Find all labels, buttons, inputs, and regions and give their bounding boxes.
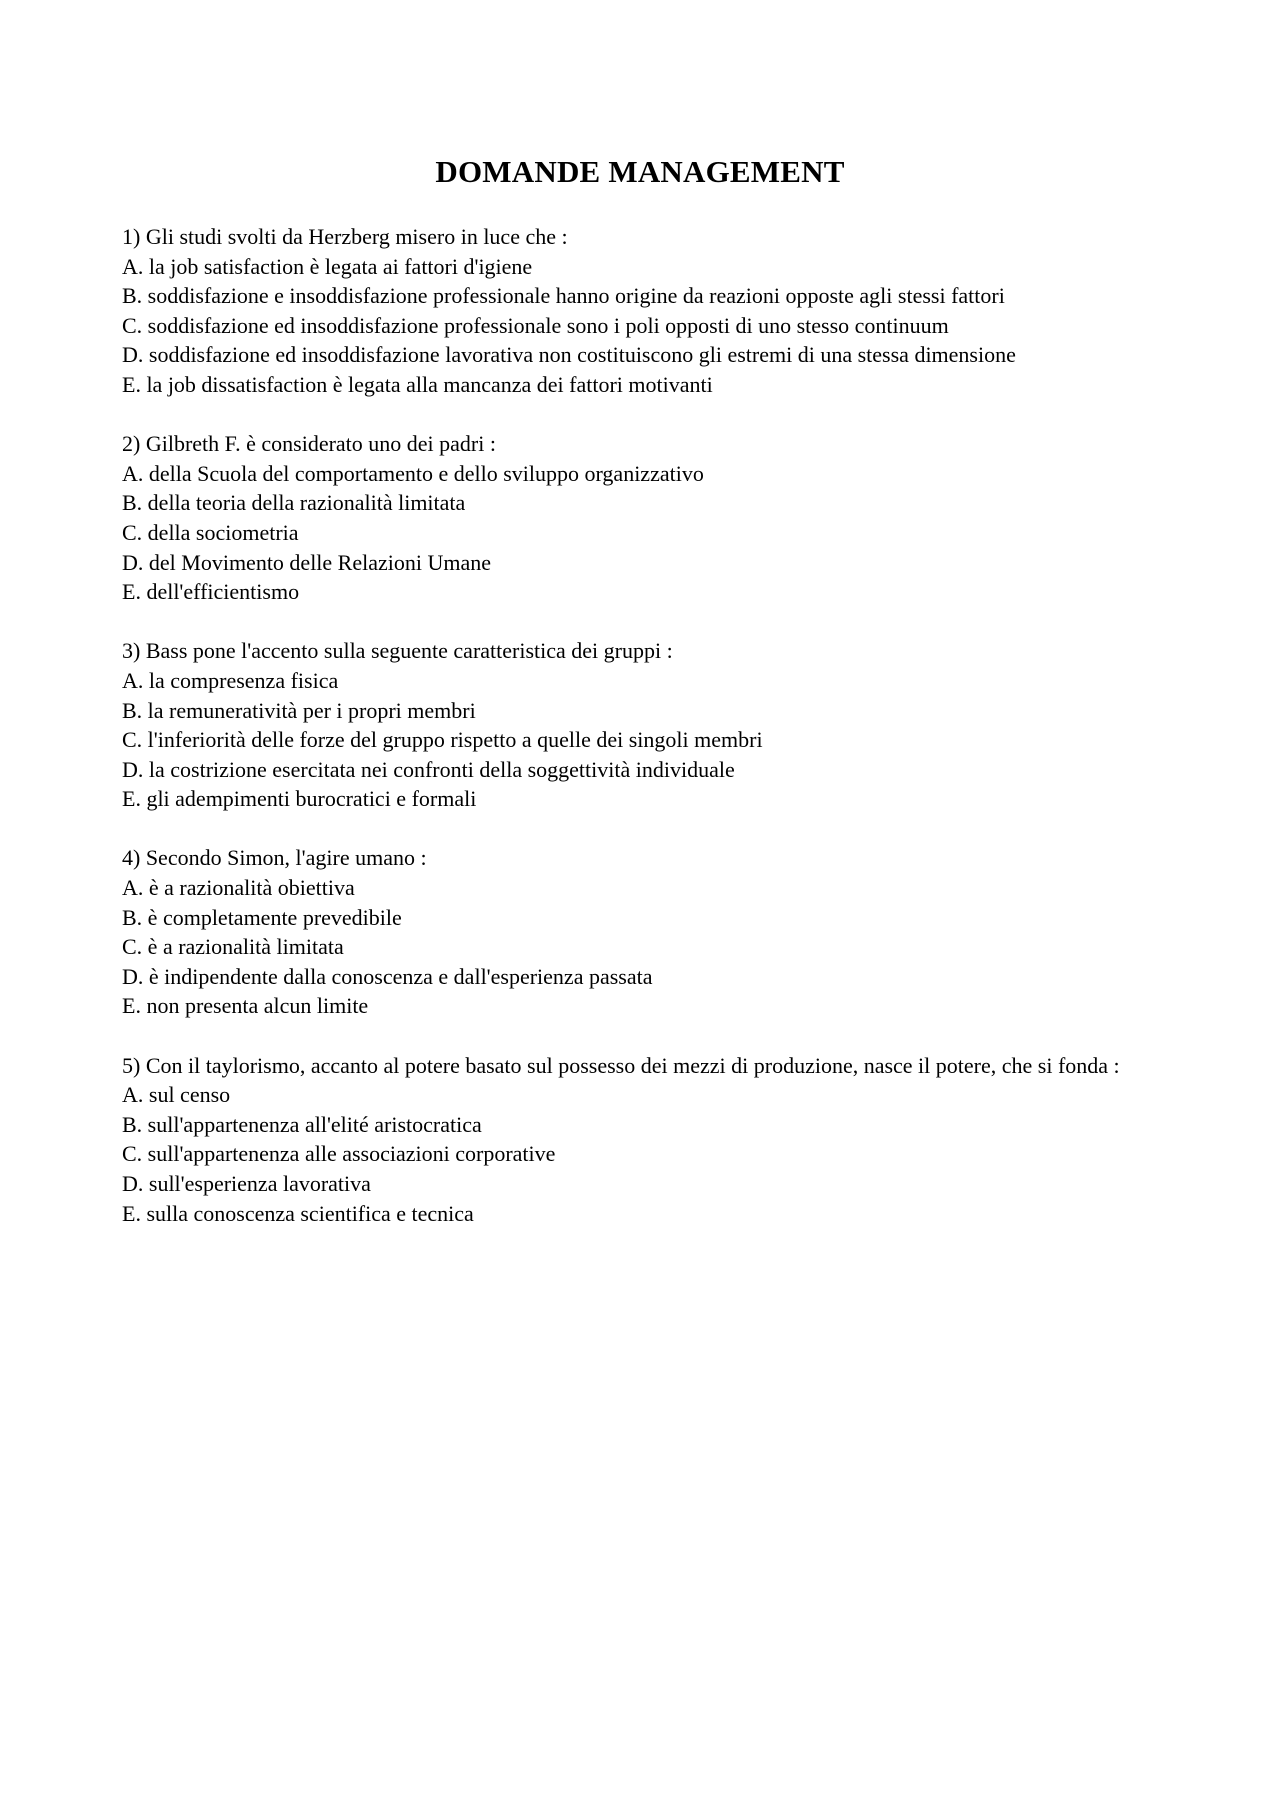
question-3 bbox=[122, 636, 1172, 814]
answer-option-b: B. sull'appartenenza all'elité aristocratica bbox=[122, 1111, 482, 1137]
answer-option-e: E. sulla conoscenza scientifica e tecnica bbox=[122, 1200, 474, 1226]
answer-option-e: E. la job dissatisfaction è legata alla mancanza dei fattori motivanti bbox=[122, 371, 713, 397]
answer-option-b: B. è completamente prevedibile bbox=[122, 904, 402, 930]
question-prompt: 3) Bass pone l'accento sulla seguente caratteristica dei gruppi : bbox=[122, 638, 673, 664]
answer-option-d: D. del Movimento delle Relazioni Umane bbox=[122, 549, 492, 575]
question-prompt: 2) Gilbreth F. è considerato uno dei padri : bbox=[122, 431, 496, 457]
answer-option-e: E. gli adempimenti burocratici e formali bbox=[122, 786, 477, 812]
answer-option-d: D. è indipendente dalla conoscenza e dall'esperienza passata bbox=[122, 963, 653, 989]
answer-option-d: D. sull'esperienza lavorativa bbox=[122, 1171, 371, 1196]
answer-option-a: A. la job satisfaction è legata ai fattori d'igiene bbox=[122, 253, 533, 279]
answer-option-a: A. la compresenza fisica bbox=[122, 667, 339, 693]
answer-option-e: E. non presenta alcun limite bbox=[122, 993, 369, 1019]
page-title: DOMANDE MANAGEMENT bbox=[435, 154, 845, 189]
question-1 bbox=[122, 222, 1172, 400]
answer-option-a: A. della Scuola del comportamento e dello sviluppo organizzativo bbox=[122, 460, 704, 486]
answer-option-b: B. la remuneratività per i propri membri bbox=[122, 697, 476, 723]
answer-option-a: A. è a razionalità obiettiva bbox=[122, 875, 355, 901]
answer-option-d: D. la costrizione esercitata nei confronti della soggettività individuale bbox=[122, 756, 735, 782]
answer-option-a: A. sul censo bbox=[122, 1082, 231, 1108]
answer-option-c: C. sull'appartenenza alle associazioni corporative bbox=[122, 1141, 556, 1167]
question-prompt: 1) Gli studi svolti da Herzberg misero in luce che : bbox=[122, 224, 568, 249]
answer-option-d: D. soddisfazione ed insoddisfazione lavorativa non costituiscono gli estremi di una stessa dimensione bbox=[122, 342, 1016, 368]
question-list bbox=[122, 222, 1172, 1258]
answer-option-c: C. è a razionalità limitata bbox=[122, 934, 344, 960]
question-2 bbox=[122, 429, 1172, 607]
answer-option-b: B. della teoria della razionalità limitata bbox=[122, 490, 466, 516]
question-5 bbox=[122, 1051, 1172, 1229]
question-prompt: 5) Con il taylorismo, accanto al potere basato sul possesso dei mezzi di produzione, nasce il potere, che si fonda : bbox=[122, 1052, 1120, 1078]
question-4 bbox=[122, 843, 1172, 1021]
answer-option-b: B. soddisfazione e insoddisfazione professionale hanno origine da reazioni opposte agli stessi fattori bbox=[122, 283, 1005, 309]
answer-option-c: C. l'inferiorità delle forze del gruppo rispetto a quelle dei singoli membri bbox=[122, 727, 763, 753]
answer-option-e: E. dell'efficientismo bbox=[122, 579, 300, 605]
answer-option-c: C. soddisfazione ed insoddisfazione professionale sono i poli opposti di uno stesso continuum bbox=[122, 312, 949, 338]
question-prompt: 4) Secondo Simon, l'agire umano : bbox=[122, 845, 427, 871]
answer-option-c: C. della sociometria bbox=[122, 519, 299, 545]
